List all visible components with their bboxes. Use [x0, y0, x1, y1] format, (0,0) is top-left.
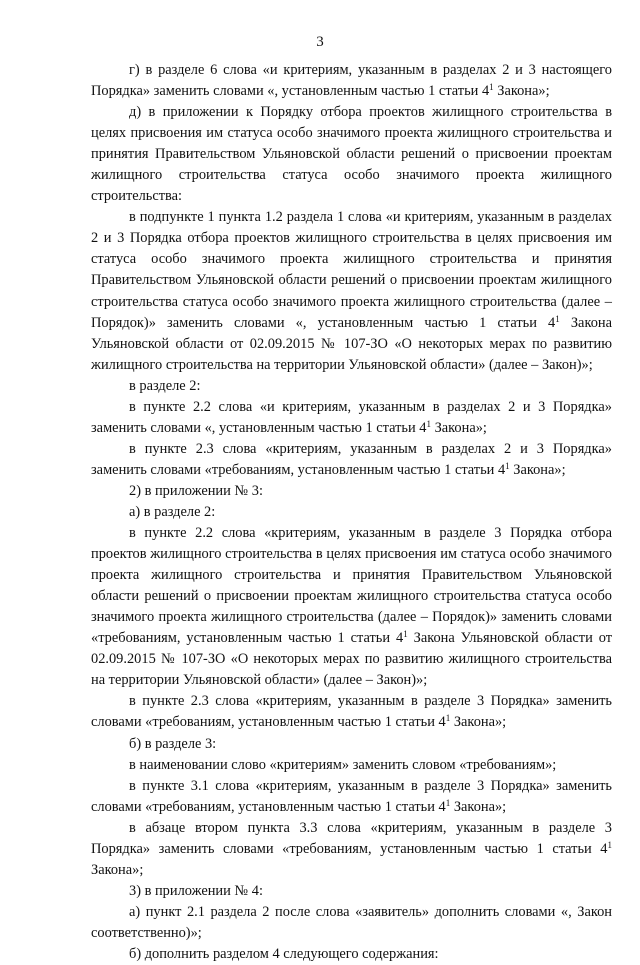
- superscript: 1: [445, 797, 451, 808]
- paragraph: б) дополнить разделом 4 следующего содержания:: [129, 945, 439, 962]
- page-number: 3: [316, 34, 324, 50]
- document-body: [91, 60, 612, 965]
- superscript: 1: [403, 629, 408, 640]
- paragraph: 2) в приложении № 3:: [129, 482, 263, 499]
- paragraph: в пункте 2.2 слова «критериям, указанным в разделе 3 Порядка отбора проектов жилищного строительства в целях присвоения им статуса особо значимого проекта жилищного строительства и принятия Правительством Ульяновской области решений о присвоении проектам жилищного строительства статуса особо значимого проекта жилищного строительства (далее – Порядок)» заменить словами «требованиям, установленным частью 1 статьи $4^1$ Закона Ульяновской области от 02.09.2015 № 107-ЗО «О некоторых мерах по развитию жилищного строительства на территории Ульяновской области» (далее – Закон)»;: [91, 525, 612, 689]
- paragraph: а) в разделе 2:: [129, 503, 216, 520]
- paragraph: в пункте 3.1 слова «критериям, указанным в разделе 3 Порядка» заменить словами «требованиям, установленным частью 1 статьи $4^1$ Закона»;: [91, 777, 612, 815]
- paragraph: в пункте 2.3 слова «критериям, указанным в разделе 3 Порядка» заменить словами «требованиям, установленным частью 1 статьи $4^1$ Закона»;: [91, 693, 612, 731]
- paragraph: г) в разделе 6 слова «и критериям, указанным в разделах 2 и 3 настоящего Порядка» заменить словами «, установленным частью 1 статьи $4^1$ Закона»;: [91, 62, 612, 100]
- superscript: 1: [445, 713, 451, 724]
- paragraph: в наименовании слово «критериям» заменить словом «требованиям»;: [129, 756, 557, 773]
- paragraph: в разделе 2:: [129, 377, 201, 394]
- paragraph: в пункте 2.2 слова «и критериям, указанным в разделах 2 и 3 Порядка» заменить словами «, установленным частью 1 статьи $4^1$ Закона»;: [91, 398, 612, 436]
- paragraph: а) пункт 2.1 раздела 2 после слова «заявитель» дополнить словами «, Закон соответственно)»;: [91, 903, 612, 941]
- superscript: 1: [426, 418, 431, 429]
- superscript: 1: [555, 313, 560, 324]
- superscript: 1: [505, 460, 510, 471]
- paragraph: в подпункте 1 пункта 1.2 раздела 1 слова «и критериям, указанным в разделах 2 и 3 Порядка отбора проектов жилищного строительства в целях присвоения им статуса особо значимого проекта жилищного строительства и принятия Правительством Ульяновской области решений о присвоении проектам жилищного строительства статуса особо значимого проекта жилищного строительства (далее – Порядок)» заменить словами «, установленным частью 1 статьи $4^1$ Закона Ульяновской области от 02.09.2015 № 107-ЗО «О некоторых мерах по развитию жилищного строительства на территории Ульяновской области» (далее – Закон)»;: [91, 209, 612, 373]
- paragraph: 3) в приложении № 4:: [129, 882, 263, 899]
- paragraph: в пункте 2.3 слова «критериям, указанным в разделах 2 и 3 Порядка» заменить словами «требованиям, установленным частью 1 статьи $4^1$ Закона»;: [91, 440, 612, 478]
- superscript: 1: [489, 82, 494, 93]
- paragraph: в абзаце втором пункта 3.3 слова «критериям, указанным в разделе 3 Порядка» заменить словами «требованиям, установленным частью 1 статьи $4^1$ Закона»;: [91, 819, 612, 878]
- paragraph: б) в разделе 3:: [129, 735, 217, 752]
- paragraph: д) в приложении к Порядку отбора проектов жилищного строительства в целях присвоения им статуса особо значимого проекта жилищного строительства и принятия Правительством Ульяновской области решений о присвоении проектам жилищного строительства статуса особо значимого проекта жилищного строительства:: [91, 104, 612, 205]
- superscript: 1: [607, 839, 612, 850]
